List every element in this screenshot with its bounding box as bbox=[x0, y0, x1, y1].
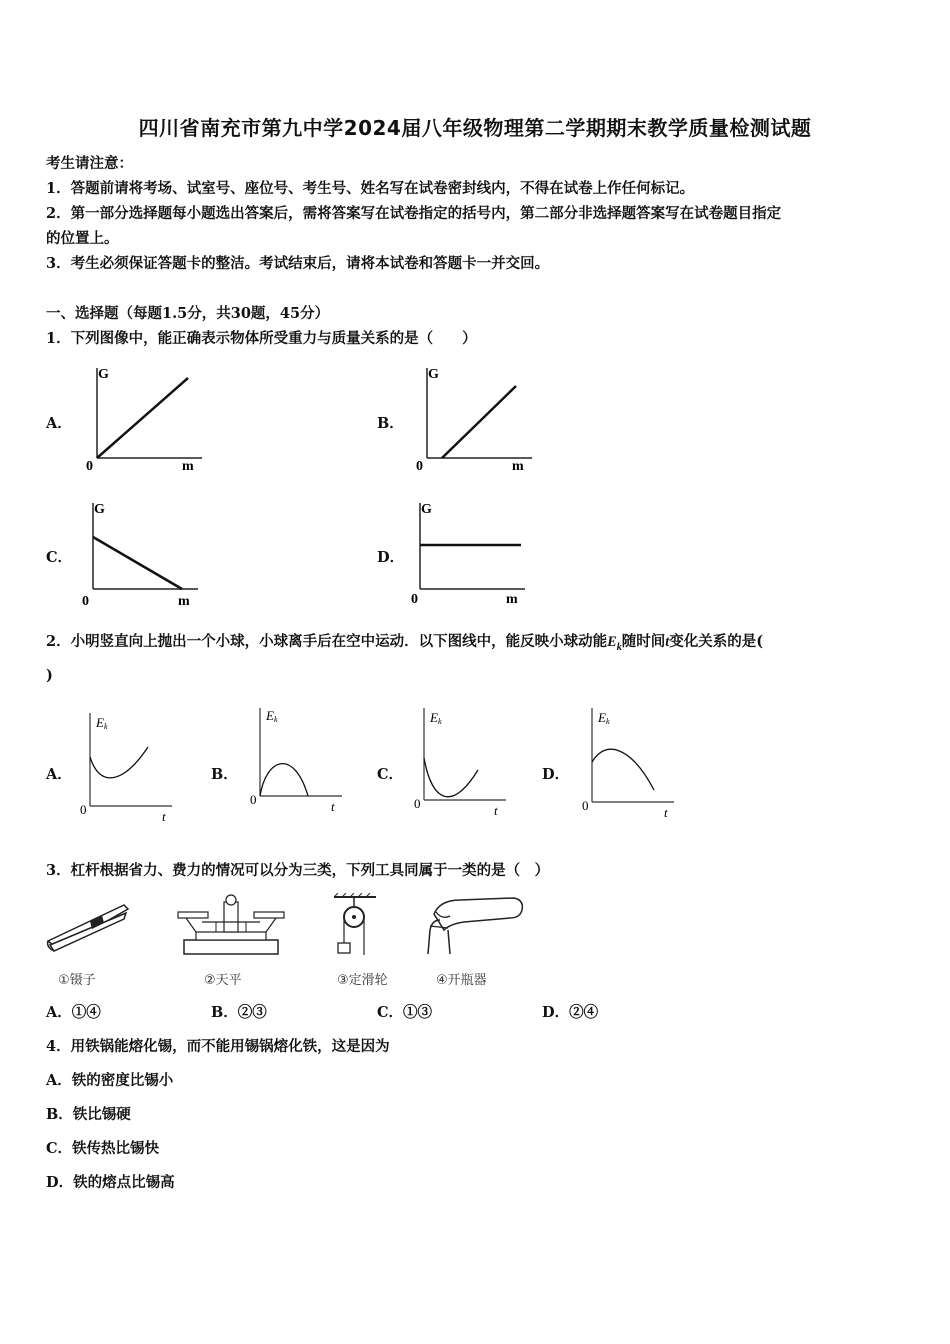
tweezers-picture bbox=[44, 897, 134, 959]
q2-c-y-label: Ek bbox=[430, 710, 442, 726]
q3-option-a[interactable]: A．①④ bbox=[46, 1004, 101, 1021]
q2-a-y-label: Ek bbox=[96, 715, 108, 731]
q2-c-origin: 0 bbox=[414, 796, 421, 811]
q1-option-b-label[interactable]: B． bbox=[377, 415, 404, 432]
q2-b-origin: 0 bbox=[250, 792, 257, 807]
q2-stem-close: ) bbox=[46, 667, 53, 684]
section-heading: 一、选择题（每题1.5分，共30题，45分） bbox=[46, 305, 330, 322]
q1-graph-b bbox=[412, 360, 537, 478]
q2-option-b-label[interactable]: B． bbox=[211, 766, 238, 783]
q2-d-y-label: Ek bbox=[598, 710, 610, 726]
pulley-picture bbox=[330, 893, 380, 963]
q1-c-y-label: G bbox=[94, 502, 105, 517]
q1-b-y-label: G bbox=[428, 367, 439, 382]
q2-d-x-label: t bbox=[664, 805, 668, 818]
q2-b-x-label: t bbox=[331, 799, 335, 814]
page-title: 四川省南充市第九中学2024届八年级物理第二学期期末教学质量检测试题 bbox=[138, 116, 812, 140]
q2-graph-b bbox=[246, 700, 356, 818]
q2-option-a-label[interactable]: A． bbox=[46, 766, 72, 783]
q2-a-x-label: t bbox=[162, 809, 166, 823]
q1-option-c-label[interactable]: C． bbox=[46, 549, 73, 566]
balance-picture bbox=[176, 892, 286, 962]
q1-option-a-label[interactable]: A． bbox=[46, 415, 72, 432]
q1-a-x-label: m bbox=[182, 459, 194, 474]
notice-heading: 考生请注意： bbox=[46, 155, 133, 172]
q2-d-origin: 0 bbox=[582, 798, 589, 813]
q1-b-origin: 0 bbox=[416, 459, 423, 474]
q1-stem: 1．下列图像中，能正确表示物体所受重力与质量关系的是（ ） bbox=[46, 330, 477, 347]
q2-ek-symbol: $E_k$ bbox=[607, 634, 622, 653]
notice-item-1: 1．答题前请将考场、试室号、座位号、考生号、姓名写在试卷密封线内，不得在试卷上作任何标记。 bbox=[46, 180, 695, 197]
q2-stem-mid: 随时间 bbox=[621, 633, 666, 650]
q4-option-a[interactable]: A．铁的密度比锡小 bbox=[46, 1072, 174, 1089]
q1-a-y-label: G bbox=[98, 367, 109, 382]
q2-c-x-label: t bbox=[494, 803, 498, 818]
caption-tweezers: ①镊子 bbox=[58, 973, 96, 988]
q1-c-origin: 0 bbox=[82, 594, 89, 609]
q1-d-y-label: G bbox=[421, 502, 432, 517]
caption-balance: ②天平 bbox=[204, 973, 242, 988]
q2-a-origin: 0 bbox=[80, 802, 87, 817]
q4-stem: 4．用铁锅能熔化锡，而不能用锡锅熔化铁，这是因为 bbox=[46, 1038, 390, 1055]
q2-graph-c bbox=[410, 700, 520, 818]
q2-t-symbol: t bbox=[665, 634, 670, 650]
caption-bottle-opener: ④开瓶器 bbox=[436, 973, 487, 988]
caption-pulley: ③定滑轮 bbox=[337, 973, 388, 988]
q2-stem-end: 变化关系的是( bbox=[669, 633, 764, 650]
bottle-opener-picture bbox=[420, 890, 530, 960]
q1-b-x-label: m bbox=[512, 459, 524, 474]
q4-option-c[interactable]: C．铁传热比锡快 bbox=[46, 1140, 160, 1157]
notice-item-3: 3．考生必须保证答题卡的整洁。考试结束后，请将本试卷和答题卡一并交回。 bbox=[46, 255, 550, 272]
q1-c-x-label: m bbox=[178, 594, 190, 609]
q1-graph-c bbox=[78, 495, 203, 613]
q2-option-d-label[interactable]: D． bbox=[542, 766, 570, 783]
q1-graph-d bbox=[405, 495, 530, 613]
q1-option-d-label[interactable]: D． bbox=[377, 549, 405, 566]
q2-option-c-label[interactable]: C． bbox=[377, 766, 404, 783]
q3-option-b[interactable]: B．②③ bbox=[211, 1004, 267, 1021]
q2-graph-a bbox=[76, 705, 186, 823]
q3-option-c[interactable]: C．①③ bbox=[377, 1004, 433, 1021]
q1-d-origin: 0 bbox=[411, 592, 418, 607]
q2-graph-d bbox=[578, 700, 688, 818]
q2-stem-main: 2．小明竖直向上抛出一个小球，小球离手后在空中运动．以下图线中，能反映小球动能 bbox=[46, 633, 608, 650]
q1-d-x-label: m bbox=[506, 592, 518, 607]
q4-option-d[interactable]: D．铁的熔点比锡高 bbox=[46, 1174, 175, 1191]
q2-b-y-label: Ek bbox=[266, 708, 278, 724]
q3-option-d[interactable]: D．②④ bbox=[542, 1004, 599, 1021]
q3-stem: 3．杠杆根据省力、费力的情况可以分为三类，下列工具同属于一类的是（ ） bbox=[46, 862, 550, 879]
q2-stem bbox=[46, 630, 763, 653]
q1-graph-a bbox=[82, 360, 207, 478]
q1-a-origin: 0 bbox=[86, 459, 93, 474]
notice-item-2-cont: 的位置上。 bbox=[46, 230, 119, 247]
notice-item-2: 2．第一部分选择题每小题选出答案后，需将答案写在试卷指定的括号内，第二部分非选择题答案写在试卷题目指定 bbox=[46, 205, 782, 222]
q4-option-b[interactable]: B．铁比锡硬 bbox=[46, 1106, 131, 1123]
